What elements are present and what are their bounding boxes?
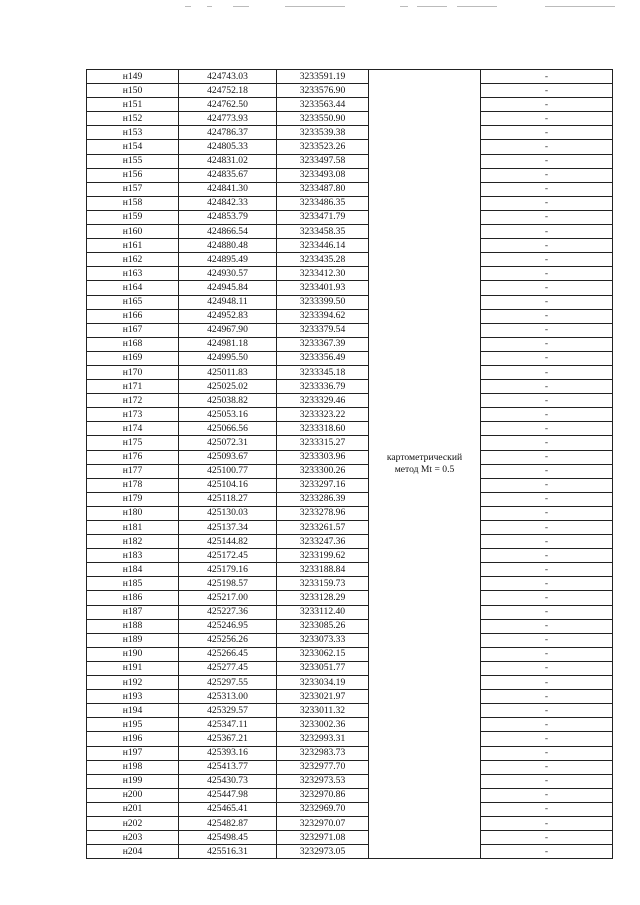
- y-coordinate-cell: 3232973.05: [277, 845, 369, 859]
- x-coordinate-cell: 425144.82: [179, 535, 277, 549]
- x-coordinate-cell: 425118.27: [179, 492, 277, 506]
- y-coordinate-cell: 3233112.40: [277, 605, 369, 619]
- table-row: [87, 126, 613, 140]
- y-coordinate-cell: 3233297.16: [277, 478, 369, 492]
- x-coordinate-cell: 425053.16: [179, 408, 277, 422]
- point-id-cell: н150: [87, 84, 179, 98]
- point-id-cell: н195: [87, 718, 179, 732]
- point-id-cell: н204: [87, 845, 179, 859]
- point-id-cell: н180: [87, 506, 179, 520]
- y-coordinate-cell: 3233539.38: [277, 126, 369, 140]
- note-cell: -: [481, 365, 613, 379]
- y-coordinate-cell: 3233435.28: [277, 253, 369, 267]
- note-cell: -: [481, 619, 613, 633]
- note-cell: -: [481, 112, 613, 126]
- x-coordinate-cell: 425482.87: [179, 816, 277, 830]
- table-row: [87, 478, 613, 492]
- table-row: [87, 351, 613, 365]
- y-coordinate-cell: 3233002.36: [277, 718, 369, 732]
- table-row: [87, 563, 613, 577]
- point-id-cell: н162: [87, 253, 179, 267]
- point-id-cell: н189: [87, 633, 179, 647]
- x-coordinate-cell: 424967.90: [179, 323, 277, 337]
- y-coordinate-cell: 3233034.19: [277, 676, 369, 690]
- point-id-cell: н177: [87, 464, 179, 478]
- y-coordinate-cell: 3233487.80: [277, 182, 369, 196]
- table-row: [87, 605, 613, 619]
- point-id-cell: н198: [87, 760, 179, 774]
- point-id-cell: н176: [87, 450, 179, 464]
- table-row: [87, 704, 613, 718]
- x-coordinate-cell: 424786.37: [179, 126, 277, 140]
- table-row: [87, 802, 613, 816]
- y-coordinate-cell: 3233323.22: [277, 408, 369, 422]
- y-coordinate-cell: 3233446.14: [277, 239, 369, 253]
- x-coordinate-cell: 425246.95: [179, 619, 277, 633]
- note-cell: -: [481, 210, 613, 224]
- note-cell: -: [481, 676, 613, 690]
- point-id-cell: н193: [87, 690, 179, 704]
- note-cell: -: [481, 577, 613, 591]
- y-coordinate-cell: 3233021.97: [277, 690, 369, 704]
- x-coordinate-cell: 425256.26: [179, 633, 277, 647]
- note-cell: -: [481, 591, 613, 605]
- x-coordinate-cell: 425072.31: [179, 436, 277, 450]
- point-id-cell: н179: [87, 492, 179, 506]
- y-coordinate-cell: 3233303.96: [277, 450, 369, 464]
- note-cell: -: [481, 140, 613, 154]
- y-coordinate-cell: 3233345.18: [277, 365, 369, 379]
- table-row: [87, 365, 613, 379]
- table-row: [87, 394, 613, 408]
- table-row: [87, 845, 613, 859]
- y-coordinate-cell: 3233247.36: [277, 535, 369, 549]
- note-cell: -: [481, 351, 613, 365]
- x-coordinate-cell: 425277.45: [179, 661, 277, 675]
- x-coordinate-cell: 424841.30: [179, 182, 277, 196]
- y-coordinate-cell: 3233188.84: [277, 563, 369, 577]
- x-coordinate-cell: 424995.50: [179, 351, 277, 365]
- table-row: [87, 535, 613, 549]
- table-row: [87, 112, 613, 126]
- note-cell: -: [481, 816, 613, 830]
- point-id-cell: н160: [87, 225, 179, 239]
- y-coordinate-cell: 3233300.26: [277, 464, 369, 478]
- note-cell: -: [481, 563, 613, 577]
- point-id-cell: н152: [87, 112, 179, 126]
- y-coordinate-cell: 3233401.93: [277, 281, 369, 295]
- x-coordinate-cell: 425516.31: [179, 845, 277, 859]
- note-cell: -: [481, 253, 613, 267]
- x-coordinate-cell: 425104.16: [179, 478, 277, 492]
- point-id-cell: н158: [87, 196, 179, 210]
- point-id-cell: н174: [87, 422, 179, 436]
- y-coordinate-cell: 3233471.79: [277, 210, 369, 224]
- x-coordinate-cell: 425038.82: [179, 394, 277, 408]
- y-coordinate-cell: 3233576.90: [277, 84, 369, 98]
- point-id-cell: н181: [87, 521, 179, 535]
- x-coordinate-cell: 425266.45: [179, 647, 277, 661]
- note-cell: -: [481, 98, 613, 112]
- note-cell: -: [481, 196, 613, 210]
- point-id-cell: н149: [87, 70, 179, 84]
- point-id-cell: н171: [87, 380, 179, 394]
- table-row: [87, 422, 613, 436]
- note-cell: -: [481, 774, 613, 788]
- table-row: [87, 309, 613, 323]
- x-coordinate-cell: 424895.49: [179, 253, 277, 267]
- y-coordinate-cell: 3233394.62: [277, 309, 369, 323]
- x-coordinate-cell: 425137.34: [179, 521, 277, 535]
- x-coordinate-cell: 424853.79: [179, 210, 277, 224]
- table-row: [87, 690, 613, 704]
- x-coordinate-cell: 425172.45: [179, 549, 277, 563]
- x-coordinate-cell: 425465.41: [179, 802, 277, 816]
- x-coordinate-cell: 424866.54: [179, 225, 277, 239]
- x-coordinate-cell: 425313.00: [179, 690, 277, 704]
- x-coordinate-cell: 425093.67: [179, 450, 277, 464]
- note-cell: -: [481, 549, 613, 563]
- x-coordinate-cell: 425217.00: [179, 591, 277, 605]
- table-row: [87, 182, 613, 196]
- y-coordinate-cell: 3233286.39: [277, 492, 369, 506]
- note-cell: -: [481, 267, 613, 281]
- x-coordinate-cell: 424762.50: [179, 98, 277, 112]
- point-id-cell: н191: [87, 661, 179, 675]
- x-coordinate-cell: 424880.48: [179, 239, 277, 253]
- x-coordinate-cell: 424930.57: [179, 267, 277, 281]
- table-row: [87, 619, 613, 633]
- note-cell: -: [481, 746, 613, 760]
- x-coordinate-cell: 424952.83: [179, 309, 277, 323]
- note-cell: -: [481, 647, 613, 661]
- y-coordinate-cell: 3233318.60: [277, 422, 369, 436]
- point-id-cell: н166: [87, 309, 179, 323]
- y-coordinate-cell: 3232977.70: [277, 760, 369, 774]
- y-coordinate-cell: 3233278.96: [277, 506, 369, 520]
- point-id-cell: н156: [87, 168, 179, 182]
- y-coordinate-cell: 3233458.35: [277, 225, 369, 239]
- point-id-cell: н157: [87, 182, 179, 196]
- note-cell: -: [481, 535, 613, 549]
- method-text-line: картометрический: [386, 452, 463, 464]
- coordinates-table-body: [87, 70, 613, 859]
- x-coordinate-cell: 424743.03: [179, 70, 277, 84]
- y-coordinate-cell: 3233379.54: [277, 323, 369, 337]
- x-coordinate-cell: 424773.93: [179, 112, 277, 126]
- y-coordinate-cell: 3233329.46: [277, 394, 369, 408]
- table-row: [87, 436, 613, 450]
- header-remnant-lines: [185, 4, 615, 10]
- x-coordinate-cell: 425179.16: [179, 563, 277, 577]
- x-coordinate-cell: 425130.03: [179, 506, 277, 520]
- note-cell: -: [481, 788, 613, 802]
- y-coordinate-cell: 3233073.33: [277, 633, 369, 647]
- y-coordinate-cell: 3232993.31: [277, 732, 369, 746]
- y-coordinate-cell: 3232970.86: [277, 788, 369, 802]
- note-cell: -: [481, 239, 613, 253]
- point-id-cell: н182: [87, 535, 179, 549]
- note-cell: -: [481, 309, 613, 323]
- y-coordinate-cell: 3233412.30: [277, 267, 369, 281]
- note-cell: -: [481, 323, 613, 337]
- x-coordinate-cell: 424752.18: [179, 84, 277, 98]
- x-coordinate-cell: 424948.11: [179, 295, 277, 309]
- x-coordinate-cell: 425297.55: [179, 676, 277, 690]
- y-coordinate-cell: 3233591.19: [277, 70, 369, 84]
- y-coordinate-cell: 3232973.53: [277, 774, 369, 788]
- y-coordinate-cell: 3233523.26: [277, 140, 369, 154]
- y-coordinate-cell: 3233550.90: [277, 112, 369, 126]
- y-coordinate-cell: 3233315.27: [277, 436, 369, 450]
- table-row: [87, 408, 613, 422]
- y-coordinate-cell: 3233011.32: [277, 704, 369, 718]
- note-cell: -: [481, 422, 613, 436]
- x-coordinate-cell: 424981.18: [179, 337, 277, 351]
- x-coordinate-cell: 425430.73: [179, 774, 277, 788]
- point-id-cell: н185: [87, 577, 179, 591]
- table-row: [87, 521, 613, 535]
- note-cell: -: [481, 70, 613, 84]
- note-cell: -: [481, 337, 613, 351]
- note-cell: -: [481, 225, 613, 239]
- note-cell: -: [481, 760, 613, 774]
- note-cell: -: [481, 633, 613, 647]
- x-coordinate-cell: 425198.57: [179, 577, 277, 591]
- table-row: [87, 816, 613, 830]
- point-id-cell: н197: [87, 746, 179, 760]
- x-coordinate-cell: 424805.33: [179, 140, 277, 154]
- y-coordinate-cell: 3233399.50: [277, 295, 369, 309]
- table-row: [87, 647, 613, 661]
- x-coordinate-cell: 424842.33: [179, 196, 277, 210]
- note-cell: -: [481, 478, 613, 492]
- method-text-line: метод Mt = 0.5: [394, 464, 455, 476]
- x-coordinate-cell: 425100.77: [179, 464, 277, 478]
- note-cell: -: [481, 168, 613, 182]
- point-id-cell: н164: [87, 281, 179, 295]
- y-coordinate-cell: 3233367.39: [277, 337, 369, 351]
- table-row: [87, 450, 613, 464]
- note-cell: -: [481, 281, 613, 295]
- x-coordinate-cell: 425447.98: [179, 788, 277, 802]
- y-coordinate-cell: 3233159.73: [277, 577, 369, 591]
- note-cell: -: [481, 605, 613, 619]
- y-coordinate-cell: 3233497.58: [277, 154, 369, 168]
- table-row: [87, 676, 613, 690]
- x-coordinate-cell: 424945.84: [179, 281, 277, 295]
- table-row: [87, 98, 613, 112]
- point-id-cell: н201: [87, 802, 179, 816]
- point-id-cell: н183: [87, 549, 179, 563]
- table-row: [87, 831, 613, 845]
- table-row: [87, 154, 613, 168]
- table-row: [87, 210, 613, 224]
- table-row: [87, 788, 613, 802]
- note-cell: -: [481, 831, 613, 845]
- point-id-cell: н153: [87, 126, 179, 140]
- point-id-cell: н202: [87, 816, 179, 830]
- coordinates-table: [86, 69, 613, 859]
- y-coordinate-cell: 3233261.57: [277, 521, 369, 535]
- note-cell: -: [481, 845, 613, 859]
- table-row: [87, 774, 613, 788]
- y-coordinate-cell: 3233062.15: [277, 647, 369, 661]
- x-coordinate-cell: 425011.83: [179, 365, 277, 379]
- note-cell: -: [481, 802, 613, 816]
- table-row: [87, 577, 613, 591]
- y-coordinate-cell: 3233563.44: [277, 98, 369, 112]
- y-coordinate-cell: 3232970.07: [277, 816, 369, 830]
- x-coordinate-cell: 425498.45: [179, 831, 277, 845]
- point-id-cell: н200: [87, 788, 179, 802]
- table-row: [87, 225, 613, 239]
- table-row: [87, 337, 613, 351]
- table-row: [87, 253, 613, 267]
- table-row: [87, 661, 613, 675]
- note-cell: -: [481, 450, 613, 464]
- note-cell: -: [481, 521, 613, 535]
- point-id-cell: н165: [87, 295, 179, 309]
- table-row: [87, 196, 613, 210]
- y-coordinate-cell: 3232971.08: [277, 831, 369, 845]
- table-row: [87, 323, 613, 337]
- x-coordinate-cell: 424831.02: [179, 154, 277, 168]
- note-cell: -: [481, 182, 613, 196]
- point-id-cell: н161: [87, 239, 179, 253]
- point-id-cell: н196: [87, 732, 179, 746]
- table-row: [87, 506, 613, 520]
- y-coordinate-cell: 3233356.49: [277, 351, 369, 365]
- x-coordinate-cell: 425329.57: [179, 704, 277, 718]
- note-cell: -: [481, 126, 613, 140]
- y-coordinate-cell: 3233085.26: [277, 619, 369, 633]
- point-id-cell: н178: [87, 478, 179, 492]
- note-cell: -: [481, 436, 613, 450]
- note-cell: -: [481, 380, 613, 394]
- table-row: [87, 239, 613, 253]
- method-cell: [369, 70, 481, 859]
- note-cell: -: [481, 661, 613, 675]
- y-coordinate-cell: 3233128.29: [277, 591, 369, 605]
- table-row: [87, 549, 613, 563]
- point-id-cell: н163: [87, 267, 179, 281]
- x-coordinate-cell: 425347.11: [179, 718, 277, 732]
- point-id-cell: н175: [87, 436, 179, 450]
- table-row: [87, 591, 613, 605]
- table-row: [87, 281, 613, 295]
- table-row: [87, 140, 613, 154]
- table-row: [87, 295, 613, 309]
- note-cell: -: [481, 408, 613, 422]
- x-coordinate-cell: 425025.02: [179, 380, 277, 394]
- y-coordinate-cell: 3233051.77: [277, 661, 369, 675]
- note-cell: -: [481, 154, 613, 168]
- note-cell: -: [481, 718, 613, 732]
- x-coordinate-cell: 425393.16: [179, 746, 277, 760]
- point-id-cell: н169: [87, 351, 179, 365]
- table-row: [87, 633, 613, 647]
- y-coordinate-cell: 3232983.73: [277, 746, 369, 760]
- x-coordinate-cell: 425227.36: [179, 605, 277, 619]
- table-row: [87, 746, 613, 760]
- note-cell: -: [481, 704, 613, 718]
- y-coordinate-cell: 3233493.08: [277, 168, 369, 182]
- table-row: [87, 732, 613, 746]
- point-id-cell: н159: [87, 210, 179, 224]
- point-id-cell: н167: [87, 323, 179, 337]
- point-id-cell: н151: [87, 98, 179, 112]
- table-row: [87, 760, 613, 774]
- y-coordinate-cell: 3233336.79: [277, 380, 369, 394]
- note-cell: -: [481, 295, 613, 309]
- table-row: [87, 380, 613, 394]
- y-coordinate-cell: 3232969.70: [277, 802, 369, 816]
- note-cell: -: [481, 492, 613, 506]
- note-cell: -: [481, 84, 613, 98]
- point-id-cell: н172: [87, 394, 179, 408]
- point-id-cell: н184: [87, 563, 179, 577]
- point-id-cell: н188: [87, 619, 179, 633]
- table-row: [87, 70, 613, 84]
- y-coordinate-cell: 3233199.62: [277, 549, 369, 563]
- point-id-cell: н155: [87, 154, 179, 168]
- table-row: [87, 492, 613, 506]
- x-coordinate-cell: 425413.77: [179, 760, 277, 774]
- point-id-cell: н173: [87, 408, 179, 422]
- point-id-cell: н154: [87, 140, 179, 154]
- note-cell: -: [481, 464, 613, 478]
- note-cell: -: [481, 506, 613, 520]
- point-id-cell: н168: [87, 337, 179, 351]
- point-id-cell: н186: [87, 591, 179, 605]
- point-id-cell: н199: [87, 774, 179, 788]
- x-coordinate-cell: 425066.56: [179, 422, 277, 436]
- note-cell: -: [481, 732, 613, 746]
- table-row: [87, 267, 613, 281]
- point-id-cell: н187: [87, 605, 179, 619]
- point-id-cell: н194: [87, 704, 179, 718]
- x-coordinate-cell: 425367.21: [179, 732, 277, 746]
- point-id-cell: н170: [87, 365, 179, 379]
- table-row: [87, 168, 613, 182]
- table-row: [87, 464, 613, 478]
- x-coordinate-cell: 424835.67: [179, 168, 277, 182]
- table-row: [87, 84, 613, 98]
- point-id-cell: н192: [87, 676, 179, 690]
- table-row: [87, 718, 613, 732]
- point-id-cell: н190: [87, 647, 179, 661]
- point-id-cell: н203: [87, 831, 179, 845]
- note-cell: -: [481, 690, 613, 704]
- note-cell: -: [481, 394, 613, 408]
- y-coordinate-cell: 3233486.35: [277, 196, 369, 210]
